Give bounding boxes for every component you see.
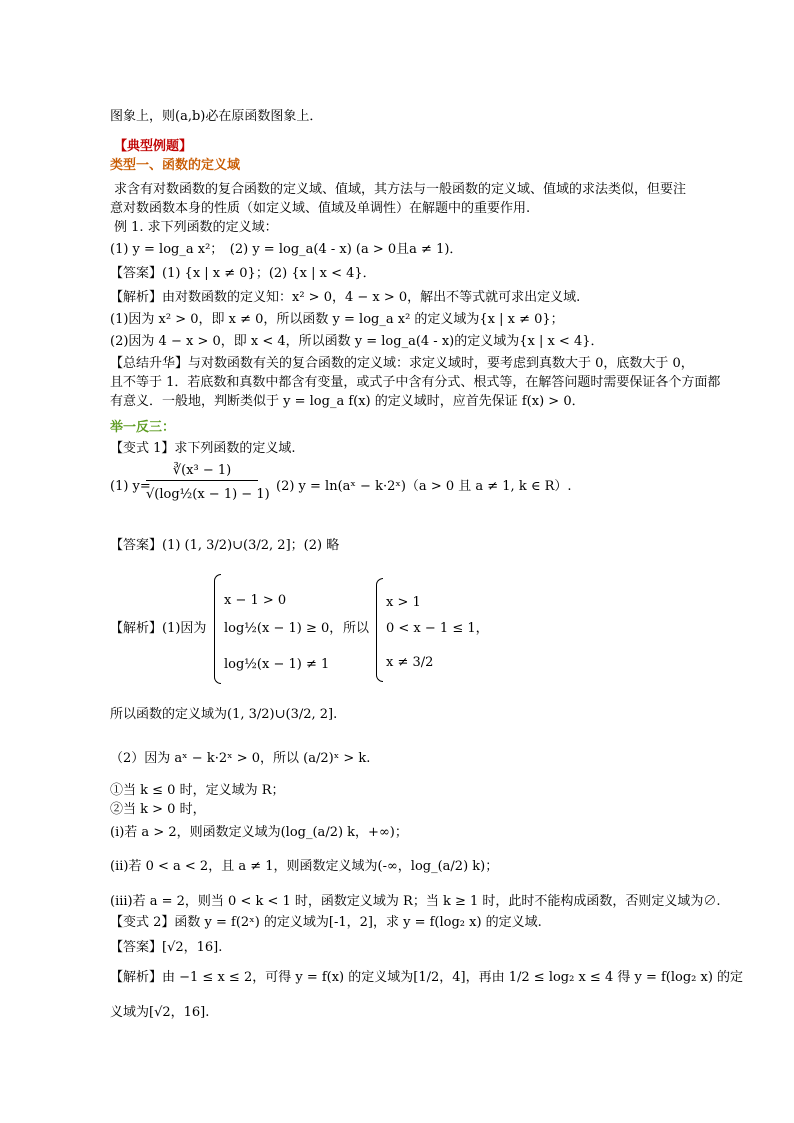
text-line: 有意义．一般地，判断类似于 y = log_a f(x) 的定义域时，应首先保证 f(x) > 0．	[110, 394, 585, 409]
condition-line: x − 1 > 0	[224, 593, 287, 608]
answer-line: 【答案】(1) {x | x ≠ 0}；(2) {x | x < 4}．	[110, 266, 376, 281]
variant1-problem-label: (1) y=	[110, 479, 151, 494]
text-line: (2)因为 4 − x > 0，即 x < 4，所以函数 y = log_a(4 - x)的定义域为{x | x < 4}．	[110, 334, 604, 349]
text-line: （2）因为 aˣ − k·2ˣ > 0，所以 (a/2)ˣ > k.	[110, 751, 371, 766]
fraction-denominator: √(log½(x − 1) − 1)	[146, 487, 270, 502]
text-line: (1)因为 x² > 0，即 x ≠ 0，所以函数 y = log_a x² 的定义域为{x | x ≠ 0}；	[110, 312, 564, 327]
text-line: 图象上，则(a,b)必在原函数图象上．	[110, 109, 323, 124]
case-line: (i)若 a > 2，则函数定义域为(log_(a/2) k，+∞)；	[110, 825, 408, 840]
example-title: 例 1. 求下列函数的定义域：	[114, 220, 278, 235]
case-line: (ii)若 0 < a < 2，且 a ≠ 1，则函数定义域为(-∞，log_(a/2) k)；	[110, 859, 499, 874]
left-brace	[376, 578, 383, 682]
section-heading-type-one: 类型一、函数的定义域	[110, 158, 241, 173]
variant-title: 【变式 2】函数 y = f(2ˣ) 的定义域为[-1，2]，求 y = f(log₂ x) 的定义域.	[110, 915, 542, 930]
text-line: 所以函数的定义域为(1, 3/2)∪(3/2, 2].	[110, 707, 338, 722]
analysis-line: 【解析】由 −1 ≤ x ≤ 2，可得 y = f(x) 的定义域为[1/2，4]，再由 1/2 ≤ log₂ x ≤ 4 得 y = f(log₂ x) 的定	[110, 970, 744, 985]
text-line: 意对数函数本身的性质（如定义域、值域及单调性）在解题中的重要作用.	[110, 201, 531, 216]
text-line: 求含有对数函数的复合函数的定义域、值域，其方法与一般函数的定义域、值域的求法类似，但要注	[114, 182, 687, 197]
variant-title: 【变式 1】求下列函数的定义域.	[110, 441, 296, 456]
condition-line: log½(x − 1) ≠ 1	[224, 657, 330, 672]
analysis-line: 【解析】(1)因为	[110, 621, 207, 636]
case-line: (iii)若 a = 2，则当 0 < k < 1 时，函数定义域为 R；当 k ≥ 1 时，此时不能构成函数，否则定义域为∅.	[110, 894, 721, 909]
summary-line: 【总结升华】与对数函数有关的复合函数的定义域：求定义域时，要考虑到真数大于 0，底数大于 0，	[110, 356, 694, 371]
case-line: ①当 k ≤ 0 时，定义域为 R；	[110, 783, 285, 798]
example-problems: (1) y = log_a x²； (2) y = log_a(4 - x) (a > 0且a ≠ 1)．	[110, 242, 463, 257]
answer-line: 【答案】[√2，16].	[110, 940, 223, 955]
case-line: ②当 k > 0 时，	[110, 802, 206, 817]
condition-line: x > 1	[386, 595, 421, 610]
answer-line: 【答案】(1) (1, 3/2)∪(3/2, 2]；(2) 略	[110, 538, 340, 553]
condition-line: log½(x − 1) ≥ 0，	[224, 621, 343, 636]
condition-line: x ≠ 3/2	[386, 655, 434, 670]
fraction-numerator: ∛(x³ − 1)	[146, 462, 258, 481]
text-line: 且不等于 1．若底数和真数中都含有变量，或式子中含有分式、根式等，在解答问题时需要保证各个方面都	[110, 375, 721, 390]
condition-line: 0 < x − 1 ≤ 1，	[386, 621, 489, 636]
text-line: 义域为[√2，16].	[110, 1005, 210, 1020]
section-heading-practice: 举一反三：	[110, 420, 176, 435]
section-heading-typical-examples: 【典型例题】	[114, 139, 193, 154]
text-line: 所以	[343, 621, 370, 636]
left-brace	[214, 574, 221, 684]
variant1-problem-two: (2) y = ln(aˣ − k·2ˣ)（a > 0 且 a ≠ 1, k ∈ R）.	[276, 479, 572, 494]
analysis-line: 【解析】由对数函数的定义知：x² > 0，4 − x > 0，解出不等式就可求出定义域.	[110, 290, 581, 305]
